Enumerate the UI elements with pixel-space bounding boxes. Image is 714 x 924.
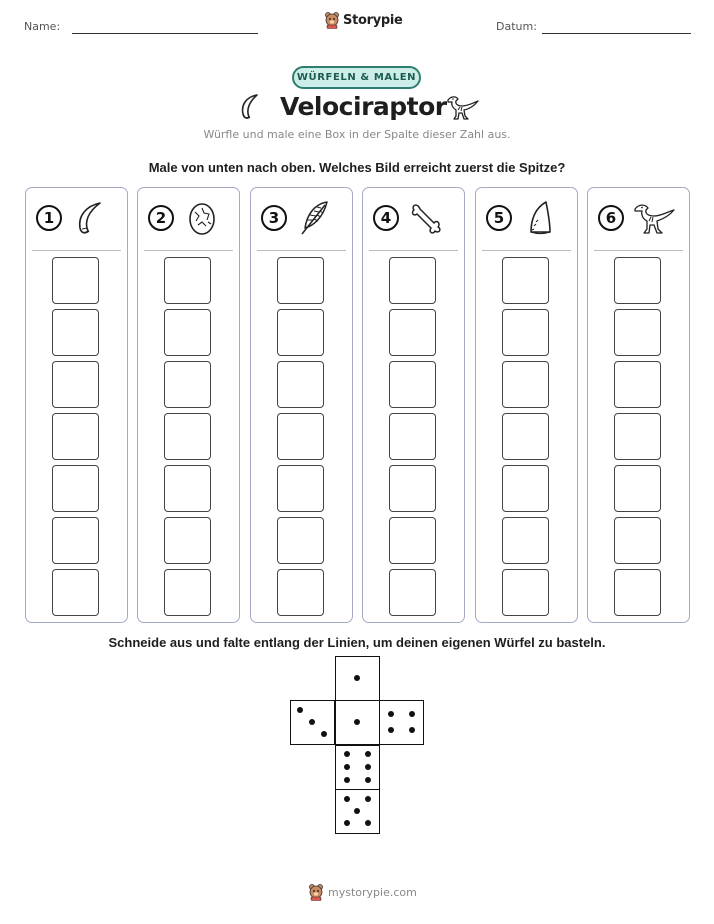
column-number: 6 [598,205,624,231]
die-face-6 [335,745,380,790]
color-box[interactable] [614,361,661,408]
column-2 [137,187,240,623]
color-box[interactable] [502,413,549,460]
pip [344,820,350,826]
bear-mascot-icon [324,12,340,29]
color-box[interactable] [277,569,324,616]
color-box[interactable] [164,361,211,408]
color-box[interactable] [389,465,436,512]
bear-mascot-icon [308,884,324,901]
color-box[interactable] [502,517,549,564]
name-line[interactable] [72,33,258,34]
color-box[interactable] [389,257,436,304]
column-1 [25,187,128,623]
egg-icon [182,198,222,238]
bone-icon [407,198,447,238]
column-header [251,188,352,250]
color-box[interactable] [52,309,99,356]
pip [388,727,394,733]
color-box[interactable] [164,569,211,616]
instruction-text: Male von unten nach oben. Welches Bild erreicht zuerst die Spitze? [148,160,566,175]
color-box[interactable] [502,569,549,616]
color-box[interactable] [277,517,324,564]
color-box[interactable] [52,413,99,460]
pip [344,777,350,783]
pip [388,711,394,717]
color-box[interactable] [164,465,211,512]
column-divider [594,250,683,251]
pip [354,719,360,725]
pip [344,764,350,770]
color-box[interactable] [389,517,436,564]
color-box[interactable] [52,569,99,616]
color-box[interactable] [52,517,99,564]
column-header [476,188,577,250]
column-divider [144,250,233,251]
pip [365,777,371,783]
color-box[interactable] [389,413,436,460]
die-face-4 [379,700,424,745]
color-box[interactable] [502,465,549,512]
column-3 [250,187,353,623]
color-box[interactable] [389,309,436,356]
color-box[interactable] [277,413,324,460]
pip [344,751,350,757]
color-box[interactable] [277,257,324,304]
claw-icon [238,92,264,122]
column-number: 5 [486,205,512,231]
color-box[interactable] [52,465,99,512]
color-box[interactable] [164,309,211,356]
page-subtitle: Würfle und male eine Box in der Spalte dieser Zahl aus. [203,128,511,141]
column-4 [362,187,465,623]
color-box[interactable] [389,569,436,616]
die-face-3 [290,700,335,745]
footer [308,884,417,901]
color-box[interactable] [164,517,211,564]
column-5 [475,187,578,623]
column-header [26,188,127,250]
page-title: Velociraptor [280,92,447,121]
color-box[interactable] [614,569,661,616]
column-number: 3 [261,205,287,231]
column-6 [587,187,690,623]
pip [344,796,350,802]
velociraptor-icon [632,198,672,238]
color-box[interactable] [502,309,549,356]
color-box[interactable] [502,361,549,408]
color-box[interactable] [52,361,99,408]
brand-name: Storypie [343,13,403,28]
velociraptor-icon [444,92,480,122]
column-divider [482,250,571,251]
column-divider [257,250,346,251]
pip [354,808,360,814]
pip [365,820,371,826]
color-box[interactable] [277,361,324,408]
column-number: 2 [148,205,174,231]
pip [321,731,327,737]
die-face-5 [335,789,380,834]
tooth-icon [520,198,560,238]
color-box[interactable] [277,309,324,356]
column-header [363,188,464,250]
feather-icon [295,198,335,238]
activity-badge: WÜRFELN & MALEN [292,66,421,89]
pip [354,675,360,681]
date-label: Datum: [496,20,537,33]
claw-icon [70,198,110,238]
color-box[interactable] [614,465,661,512]
pip [365,751,371,757]
color-box[interactable] [164,257,211,304]
date-line[interactable] [542,33,691,34]
column-header [588,188,689,250]
pip [309,719,315,725]
footer-url: mystorypie.com [328,886,417,899]
color-box[interactable] [614,309,661,356]
color-box[interactable] [502,257,549,304]
column-divider [369,250,458,251]
column-header [138,188,239,250]
color-box[interactable] [614,413,661,460]
die-face-1 [335,700,380,745]
color-box[interactable] [52,257,99,304]
name-label: Name: [24,20,61,33]
die-face-1 [335,656,380,701]
pip [409,727,415,733]
color-box[interactable] [614,517,661,564]
color-box[interactable] [164,413,211,460]
pip [409,711,415,717]
column-number: 4 [373,205,399,231]
color-box[interactable] [389,361,436,408]
column-number: 1 [36,205,62,231]
column-divider [32,250,121,251]
pip [365,764,371,770]
pip [365,796,371,802]
color-box[interactable] [614,257,661,304]
cut-instruction: Schneide aus und falte entlang der Linien, um deinen eigenen Würfel zu basteln. [108,635,606,650]
color-box[interactable] [277,465,324,512]
brand-logo [324,12,403,29]
pip [297,707,303,713]
